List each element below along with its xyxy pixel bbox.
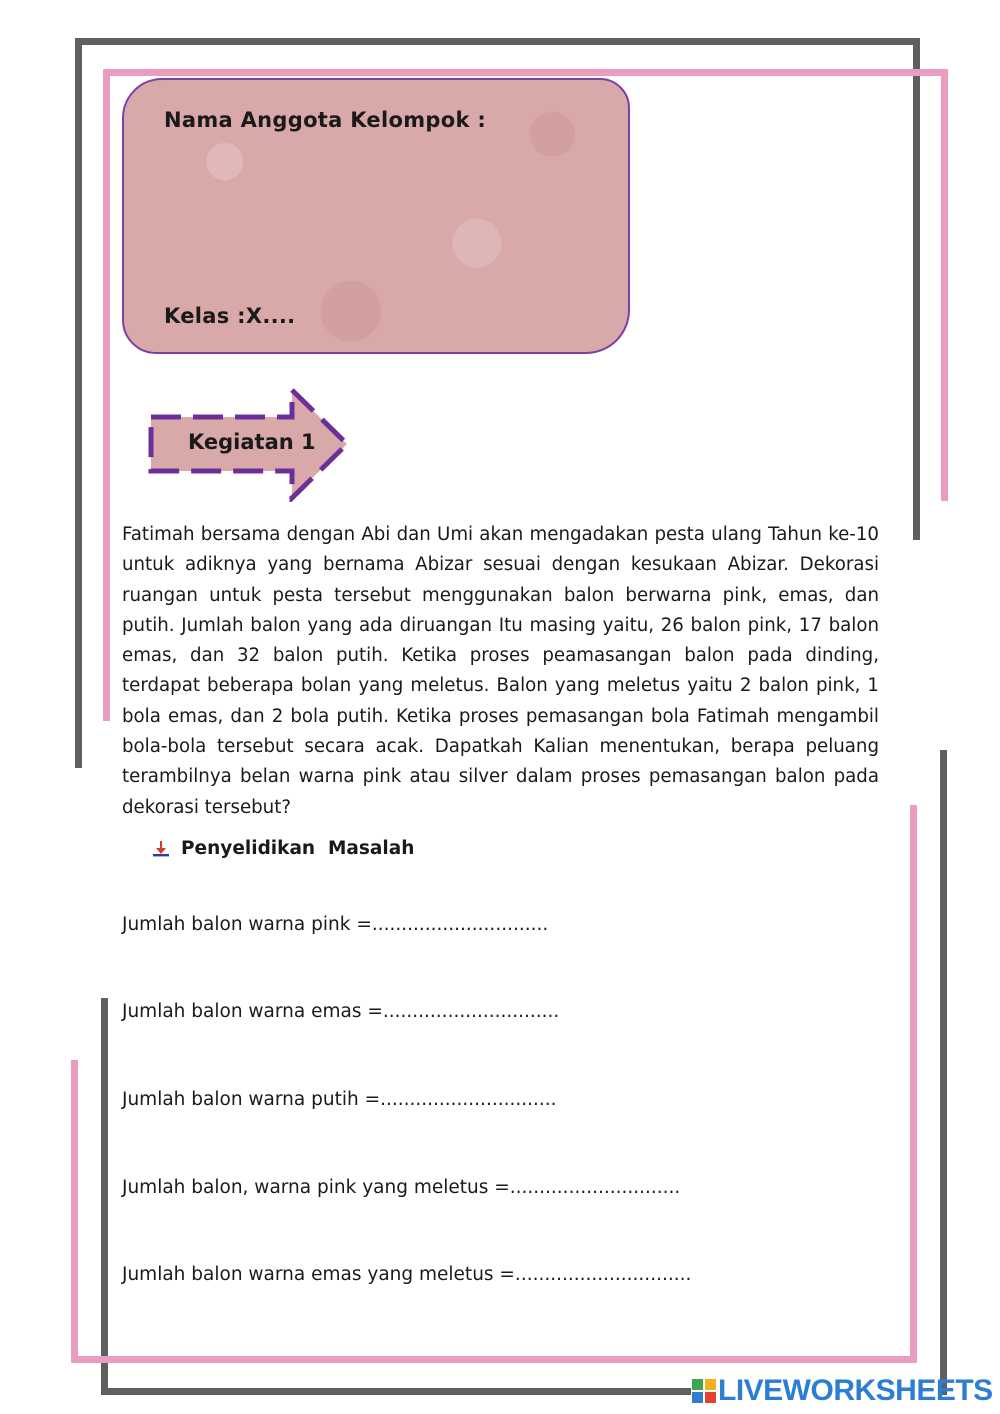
frame-pink-left: [103, 69, 110, 721]
frame-gray-right-lower: [940, 750, 947, 1395]
bullet-arrow-icon: [152, 840, 170, 858]
section-heading: [152, 838, 414, 859]
question-pink-popped: Jumlah balon, warna pink yang meletus =.............................: [122, 1177, 681, 1198]
frame-pink-right-upper: [941, 69, 948, 501]
frame-pink-right-lower: [910, 805, 917, 1363]
frame-pink-bottom: [71, 1356, 917, 1363]
group-info-box: [122, 78, 630, 354]
brand-name: LIVEWORKSHEETS: [718, 1374, 993, 1407]
activity-title: Kegiatan 1: [188, 430, 316, 454]
frame-gray-left-lower: [101, 998, 108, 1395]
frame-pink-top: [103, 69, 948, 76]
logo-tiles-icon: [692, 1379, 716, 1403]
frame-pink-left-lower: [71, 1060, 78, 1363]
question-gold-count: Jumlah balon warna emas =..............................: [122, 1001, 560, 1022]
frame-gray-top: [75, 38, 920, 45]
question-pink-count: Jumlah balon warna pink =..............................: [122, 914, 549, 935]
liveworksheets-logo: [692, 1374, 993, 1408]
frame-gray-right-upper: [913, 38, 920, 540]
problem-statement: Fatimah bersama dengan Abi dan Umi akan mengadakan pesta ulang Tahun ke-10 untuk adiknya yang bernama Abizar sesuai dengan kesukaan Abizar. Dekorasi ruangan untuk pesta tersebut menggunakan balon berwarna pink, emas, dan putih. Jumlah balon yang ada diruangan Itu masing yaitu, 26 balon pink, 17 balon emas, dan 32 balon putih. Ketika proses peamasangan balon pada dinding, terdapat beberapa bolan yang meletus. Balon yang meletus yaitu 2 balon pink, 1 bola emas, dan 2 bola putih. Ketika proses pemasangan bola Fatimah mengambil bola-bola tersebut secara acak. Dapatkah Kalian menentukan, berapa peluang terambilnya belan warna pink atau silver dalam proses pemasangan balon pada dekorasi tersebut?: [122, 524, 879, 818]
class-label: Kelas :X....: [164, 304, 296, 328]
question-white-count: Jumlah balon warna putih =..............................: [122, 1089, 557, 1110]
question-gold-popped: Jumlah balon warna emas yang meletus =..............................: [122, 1264, 692, 1285]
section-title: Penyelidikan Masalah: [181, 838, 415, 859]
frame-gray-left: [75, 38, 82, 768]
group-members-label: Nama Anggota Kelompok :: [164, 108, 487, 132]
frame-gray-bottom: [101, 1388, 691, 1395]
